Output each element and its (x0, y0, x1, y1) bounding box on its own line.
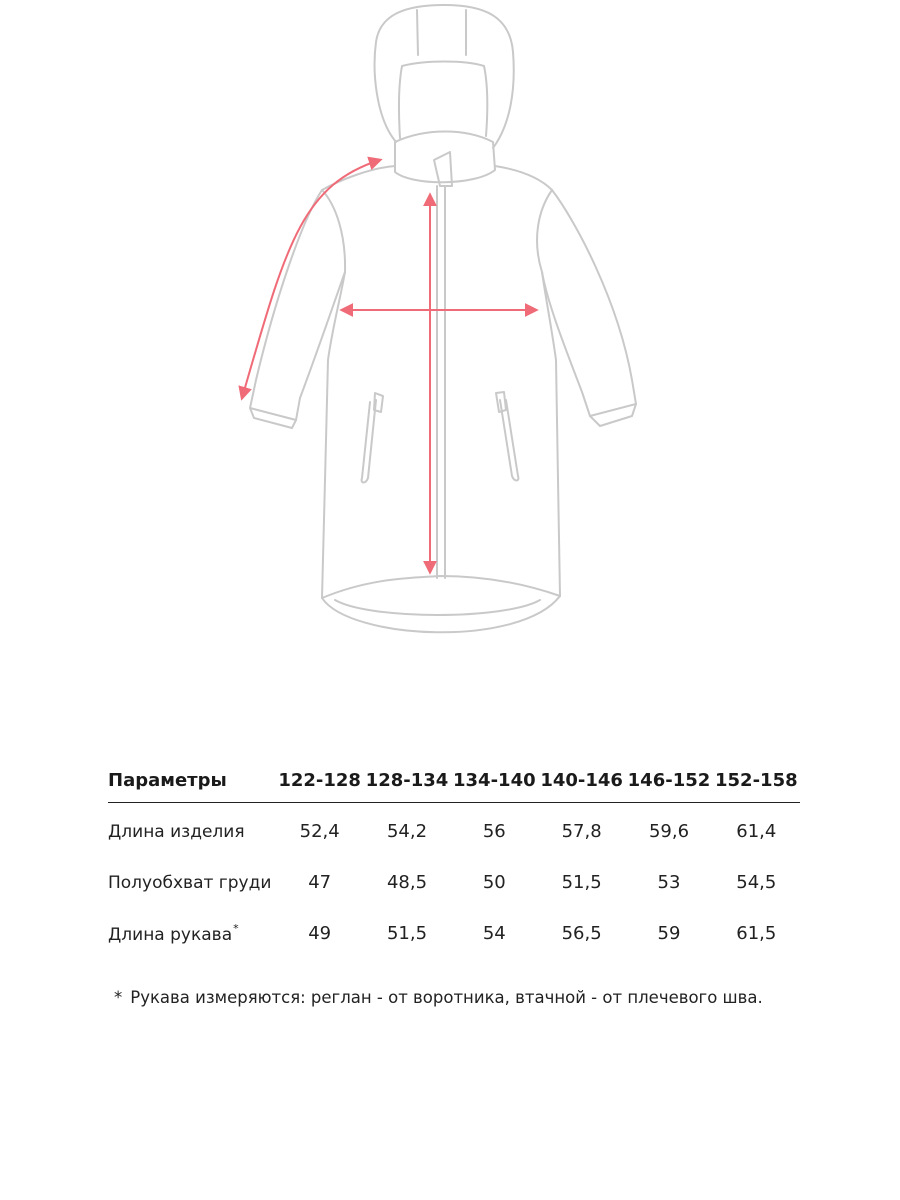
parameters-header: Параметры (108, 758, 276, 803)
right-shoulder (495, 166, 552, 190)
left-sleeve (250, 190, 345, 420)
table-cell: 53 (657, 872, 681, 893)
table-cell: 59,6 (648, 821, 690, 842)
row-label (108, 857, 276, 908)
table-cell: 54,5 (736, 872, 777, 893)
body-right-side (542, 272, 560, 596)
footnote (114, 988, 763, 1007)
table-row (108, 803, 800, 858)
row-label-text: Длина рукава (108, 925, 233, 945)
table-cell: 52,4 (299, 821, 340, 842)
table-cell: 59 (657, 923, 681, 944)
row-label (108, 803, 276, 858)
row-label (108, 908, 276, 959)
size-header: 134-140 (451, 758, 538, 803)
table-cell: 48,5 (386, 872, 428, 893)
collar (395, 132, 495, 183)
sleeve-length-arrow (242, 160, 380, 398)
table-cell: 57,8 (561, 821, 602, 842)
table-cell: 51,5 (386, 923, 428, 944)
body-left-side (322, 272, 345, 598)
row-label-text: Полуобхват груди (108, 872, 272, 893)
footnote-marker: * (233, 922, 239, 935)
table-cell: 49 (308, 923, 332, 944)
coat-outline (250, 5, 636, 632)
left-pocket (362, 400, 376, 483)
size-header: 140-146 (538, 758, 625, 803)
footnote-text: Рукава измеряются: реглан - от воротника, втачной - от плечевого шва. (130, 988, 763, 1007)
zipper (437, 186, 445, 578)
hood-shape (375, 5, 514, 148)
size-header: 128-134 (363, 758, 450, 803)
table-header-row (108, 758, 800, 803)
hood-seam (417, 10, 466, 55)
measurement-arrows (242, 160, 536, 572)
table-cell: 61,4 (736, 821, 777, 842)
table-cell: 54 (482, 923, 506, 944)
table-cell: 54,2 (386, 821, 428, 842)
table-row (108, 908, 800, 959)
face-opening (399, 62, 487, 139)
table-cell: 56 (482, 821, 506, 842)
right-pocket (500, 400, 518, 481)
size-header: 152-158 (713, 758, 800, 803)
table-cell: 61,5 (736, 923, 777, 944)
footnote-star: * (114, 988, 123, 1007)
table-cell: 47 (308, 872, 332, 893)
size-table (108, 758, 800, 959)
size-header: 122-128 (276, 758, 363, 803)
table-cell: 56,5 (561, 923, 602, 944)
table-row (108, 857, 800, 908)
table-cell: 51,5 (561, 872, 602, 893)
left-shoulder (322, 166, 395, 190)
table-cell: 50 (482, 872, 506, 893)
size-header: 146-152 (625, 758, 712, 803)
row-label-text: Длина изделия (108, 821, 245, 842)
